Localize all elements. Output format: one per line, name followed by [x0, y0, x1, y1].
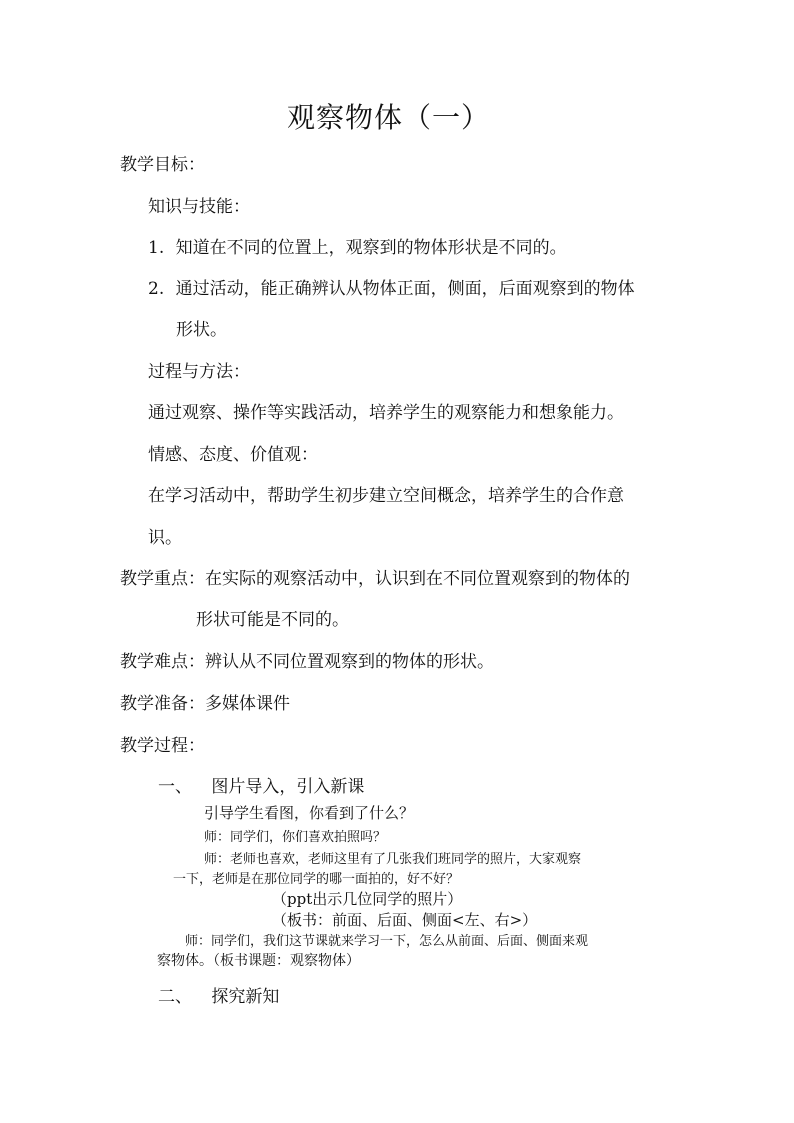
knowledge-item-text: 知道在不同的位置上，观察到的物体形状是不同的。 [175, 238, 567, 258]
section-title: 探究新知 [211, 987, 280, 1007]
knowledge-item-1 [148, 233, 567, 258]
preparation: 教学准备：多媒体课件 [120, 694, 290, 714]
s1-line-8: 察物体。（板书课题：观察物体） [157, 953, 360, 969]
section-title: 图片导入，引入新课 [211, 777, 365, 797]
section-number: 二、 [158, 987, 192, 1007]
objectives-heading: 教学目标： [120, 155, 205, 175]
document-title: 观察物体（一） [287, 101, 491, 134]
process-text: 通过观察、操作等实践活动，培养学生的观察能力和想象能力。 [148, 403, 624, 423]
emotion-text-continuation: 识。 [148, 528, 182, 548]
emotion-heading: 情感、态度、价值观： [148, 445, 318, 465]
difficulty: 教学难点：辨认从不同位置观察到的物体的形状。 [120, 652, 494, 672]
knowledge-item-2 [148, 274, 635, 299]
s1-line-1: 引导学生看图，你看到了什么？ [204, 804, 415, 822]
knowledge-item-number: 1. [148, 238, 165, 258]
process-steps-heading: 教学过程： [120, 736, 205, 756]
s1-line-6: （板书：前面、后面、侧面<左、右>） [272, 911, 538, 929]
knowledge-item-number: 2. [148, 279, 165, 299]
knowledge-item-text: 通过活动，能正确辨认从物体正面，侧面，后面观察到的物体 [175, 279, 635, 299]
emotion-text: 在学习活动中，帮助学生初步建立空间概念，培养学生的合作意 [148, 486, 624, 506]
section-1-heading [158, 772, 364, 797]
key-point-continuation: 形状可能是不同的。 [196, 610, 349, 630]
s1-line-5: （ppt出示几位同学的照片） [272, 890, 463, 908]
s1-line-2: 师：同学们，你们喜欢拍照吗？ [204, 830, 387, 845]
key-point: 教学重点：在实际的观察活动中，认识到在不同位置观察到的物体的 [120, 569, 630, 589]
knowledge-item-2-continuation: 形状。 [176, 320, 227, 340]
knowledge-heading: 知识与技能： [148, 197, 250, 217]
section-2-heading [158, 982, 279, 1007]
section-number: 一、 [158, 777, 192, 797]
s1-line-4: 一下，老师是在那位同学的哪一面拍的，好不好？ [173, 872, 460, 887]
process-heading: 过程与方法： [148, 362, 250, 382]
s1-line-7: 师：同学们，我们这节课就来学习一下，怎么从前面、后面、侧面来观 [185, 934, 589, 949]
s1-line-3: 师：老师也喜欢，老师这里有了几张我们班同学的照片，大家观察 [204, 852, 582, 867]
